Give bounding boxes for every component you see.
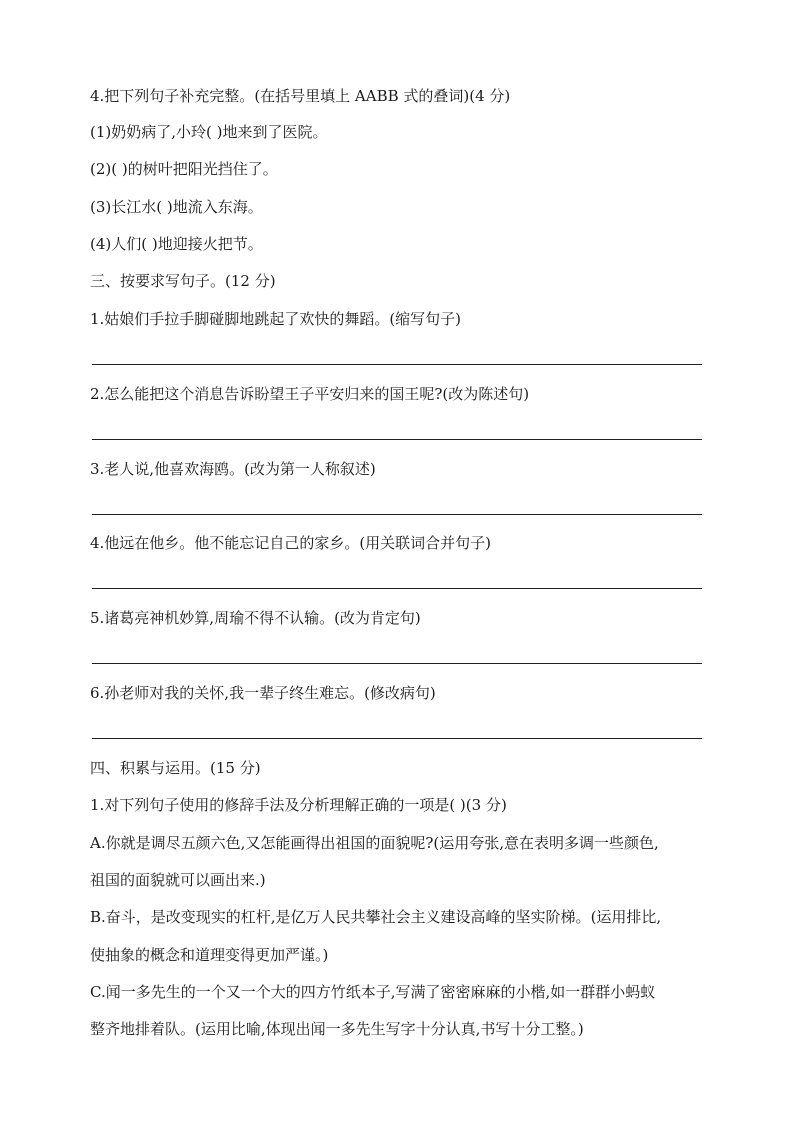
section-3-question-1: 1.姑娘们手拉手脚碰脚地跳起了欢快的舞蹈。(缩写句子) [90,310,462,328]
answer-line-1[interactable] [92,364,702,365]
answer-line-3[interactable] [92,514,702,515]
section-3-title: 三、按要求写句子。(12 分) [90,272,276,290]
option-b-line-2: 使抽象的概念和道理变得更加严谨。) [90,946,329,964]
question-4-item-3: (3)长江水( )地流入东海。 [90,198,263,216]
section-3-question-2: 2.怎么能把这个消息告诉盼望王子平安归来的国王呢?(改为陈述句) [90,385,530,403]
question-4-title: 4.把下列句子补充完整。(在括号里填上 AABB 式的叠词)(4 分) [90,87,511,105]
section-3-question-3: 3.老人说,他喜欢海鸥。(改为第一人称叙述) [90,460,376,478]
answer-line-2[interactable] [92,439,702,440]
question-4-item-1: (1)奶奶病了,小玲( )地来到了医院。 [90,123,328,141]
option-b-line-1: B.奋斗，是改变现实的杠杆,是亿万人民共攀社会主义建设高峰的坚实阶梯。(运用排比, [90,908,662,926]
section-3-question-5: 5.诸葛亮神机妙算,周瑜不得不认输。(改为肯定句) [90,609,421,627]
section-3-question-6: 6.孙老师对我的关怀,我一辈子终生难忘。(修改病句) [90,684,436,702]
answer-line-6[interactable] [92,738,702,739]
section-4-question-1: 1.对下列句子使用的修辞手法及分析理解正确的一项是( )(3 分) [90,796,507,814]
question-4-item-4: (4)人们( )地迎接火把节。 [90,235,263,253]
option-a-line-2: 祖国的面貌就可以画出来.) [90,871,266,889]
option-a-line-1: A.你就是调尽五颜六色,又怎能画得出祖国的面貌呢?(运用夸张,意在表明多调一些颜色, [90,834,659,852]
section-4-title: 四、积累与运用。(15 分) [90,759,261,777]
question-4-item-2: (2)( )的树叶把阳光挡住了。 [90,160,278,178]
section-3-question-4: 4.他远在他乡。他不能忘记自己的家乡。(用关联词合并句子) [90,534,492,552]
answer-line-4[interactable] [92,588,702,589]
option-c-line-1: C.闻一多先生的一个又一个大的四方竹纸本子,写满了密密麻麻的小楷,如一群群小蚂蚁 [90,983,656,1001]
answer-line-5[interactable] [92,663,702,664]
option-c-line-2: 整齐地排着队。(运用比喻,体现出闻一多先生写字十分认真,书写十分工整。) [90,1020,584,1038]
